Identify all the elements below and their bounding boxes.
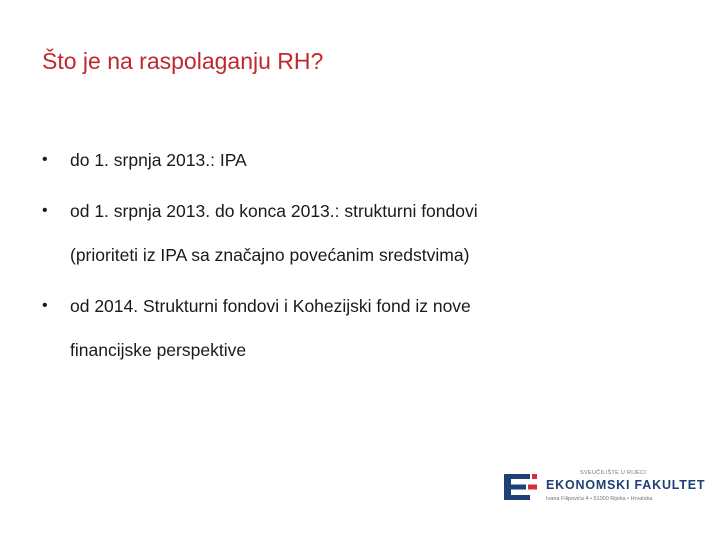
faculty-name: EKONOMSKI FAKULTET — [546, 478, 706, 492]
bullet-text-continuation: (prioriteti iz IPA sa značajno povećanim sredstvima) — [70, 245, 470, 265]
faculty-emblem-icon — [502, 472, 538, 502]
bullet-item — [42, 138, 682, 182]
bullet-marker: • — [42, 202, 48, 219]
bullet-marker: • — [42, 297, 48, 314]
slide-title: Što je na raspolaganju RH? — [42, 48, 324, 74]
bullet-text-continuation: financijske perspektive — [70, 340, 247, 360]
bullet-text: do 1. srpnja 2013.: IPA — [70, 150, 247, 170]
bullet-list — [42, 138, 682, 379]
faculty-logo — [502, 468, 706, 508]
bullet-text: od 1. srpnja 2013. do konca 2013.: strukturni fondovi — [70, 201, 478, 221]
faculty-address: Ivana Filipovića 4 • 51000 Rijeka • Hrvatska — [546, 496, 653, 502]
bullet-marker: • — [42, 151, 48, 168]
bullet-item — [42, 189, 682, 277]
bullet-text: od 2014. Strukturni fondovi i Kohezijski fond iz nove — [70, 296, 471, 316]
bullet-item — [42, 284, 682, 372]
university-name: SVEUČILIŠTE U RIJECI — [580, 470, 647, 476]
